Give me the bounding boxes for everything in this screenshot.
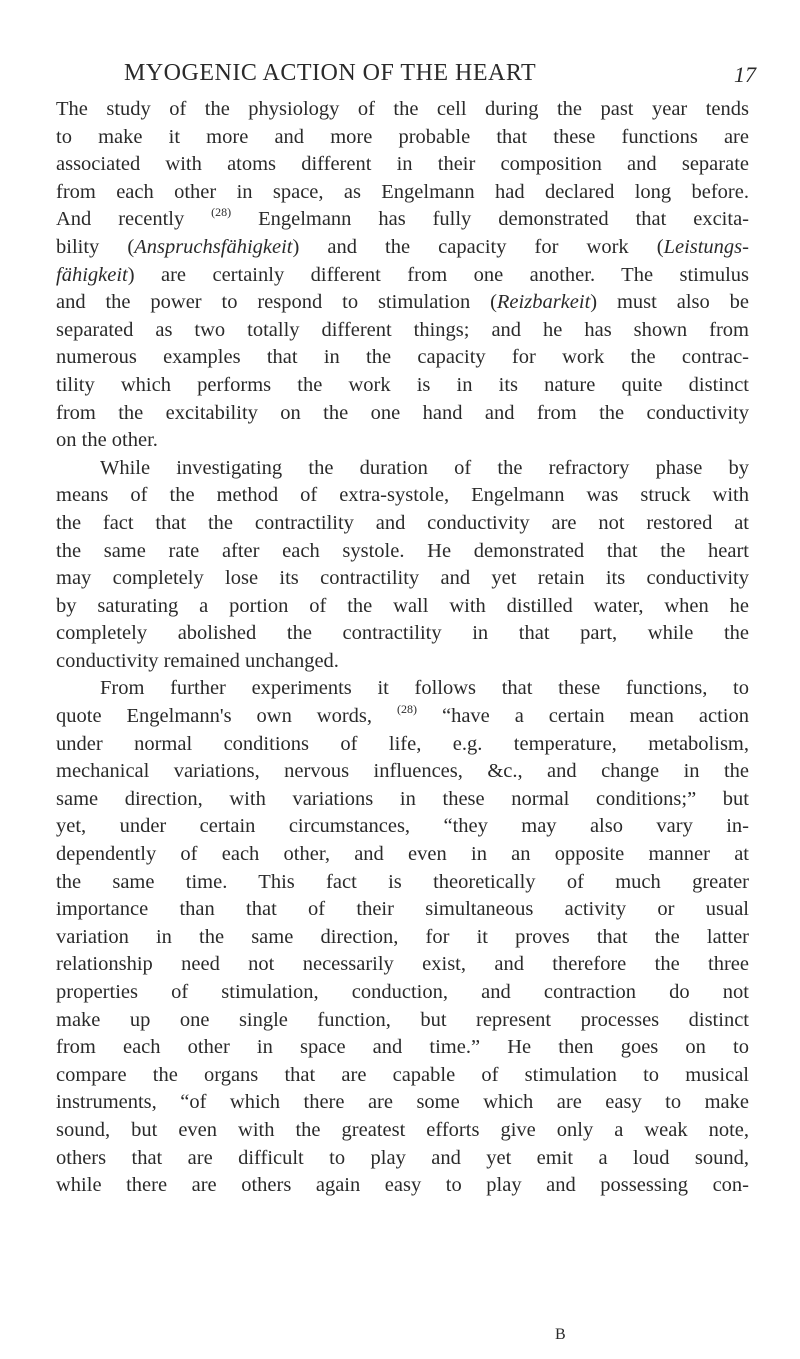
text-line: separated as two totally different things; and he has shown from <box>56 318 749 341</box>
text-line: compare the organs that are capable of stimulation to musical <box>56 1063 749 1086</box>
text-line: dependently of each other, and even in an opposite manner at <box>56 843 749 866</box>
text-line: variation in the same direction, for it proves that the latter <box>56 925 749 948</box>
text-line: bility (Anspruchsfähigkeit) and the capacity for work (Leistungs- <box>56 235 749 258</box>
text-line: make up one single function, but represent processes distinct <box>56 1008 749 1031</box>
text-line: conductivity remained unchanged. <box>56 649 339 672</box>
italic-term: Reizbarkeit <box>496 291 591 314</box>
text-line: And recently $^{(28)}$ Engelmann has fully demonstrated that excita- <box>56 205 749 231</box>
text-line: sound, but even with the greatest efforts give only a weak note, <box>56 1118 749 1141</box>
text-line: yet, under certain circumstances, “they may also vary in- <box>56 815 749 838</box>
text-line: importance than that of their simultaneous activity or usual <box>56 898 749 921</box>
text-line: and the power to respond to stimulation (Reizbarkeit) must also be <box>56 291 749 314</box>
text-line: while there are others again easy to play and possessing con- <box>56 1174 749 1197</box>
text-line: by saturating a portion of the wall with distilled water, when he <box>56 594 749 617</box>
text-line: to make it more and more probable that these functions are <box>56 125 749 148</box>
text-line: While investigating the duration of the refractory phase by <box>100 456 749 479</box>
text-line: the same time. This fact is theoretically of much greater <box>56 870 749 893</box>
text-line: from each other in space and time.” He then goes on to <box>56 1036 749 1059</box>
running-head <box>0 60 800 90</box>
text-line: numerous examples that in the capacity for work the contrac- <box>56 346 749 369</box>
text-line: the fact that the contractility and conductivity are not restored at <box>56 511 749 534</box>
text-line: same direction, with variations in these normal conditions;” but <box>56 787 749 810</box>
reference-marker: (28) <box>397 702 417 717</box>
italic-term: Anspruchsfähigkeit <box>134 235 293 258</box>
text-line: on the other. <box>56 429 158 452</box>
text-line: from each other in space, as Engelmann had declared long before. <box>56 180 749 203</box>
text-line: others that are difficult to play and yet emit a loud sound, <box>56 1146 749 1169</box>
text-line: relationship need not necessarily exist, and therefore the three <box>56 953 749 976</box>
page-number: 17 <box>734 62 756 87</box>
italic-term: fähigkeit <box>56 263 128 286</box>
reference-marker: (28) <box>211 205 232 220</box>
signature-mark: B <box>555 1326 566 1343</box>
text-line: The study of the physiology of the cell during the past year tends <box>56 98 749 120</box>
italic-term: Leistungs- <box>663 235 749 258</box>
text-line: mechanical variations, nervous influences, &c., and change in the <box>56 760 749 783</box>
text-line: quote Engelmann's own words, $^{(28)}$ “have a certain mean action <box>56 702 749 728</box>
text-line: tility which performs the work is in its nature quite distinct <box>56 373 749 396</box>
text-line: from the excitability on the one hand and from the conductivity <box>56 401 749 424</box>
text-line: fähigkeit) are certainly different from one another. The stimulus <box>56 263 749 286</box>
text-line: may completely lose its contractility and yet retain its conductivity <box>56 567 749 590</box>
text-line: under normal conditions of life, e.g. temperature, metabolism, <box>56 732 749 755</box>
text-line: means of the method of extra-systole, Engelmann was struck with <box>56 484 749 507</box>
text-line: From further experiments it follows that these functions, to <box>100 677 749 700</box>
text-line: the same rate after each systole. He demonstrated that the heart <box>56 539 749 562</box>
text-line: completely abolished the contractility in that part, while the <box>56 622 749 645</box>
text-line: associated with atoms different in their composition and separate <box>56 153 749 176</box>
body-text <box>56 96 749 1200</box>
text-line: instruments, “of which there are some which are easy to make <box>56 1091 749 1114</box>
text-line: properties of stimulation, conduction, and contraction do not <box>56 981 749 1003</box>
running-title: MYOGENIC ACTION OF THE HEART <box>124 60 537 86</box>
